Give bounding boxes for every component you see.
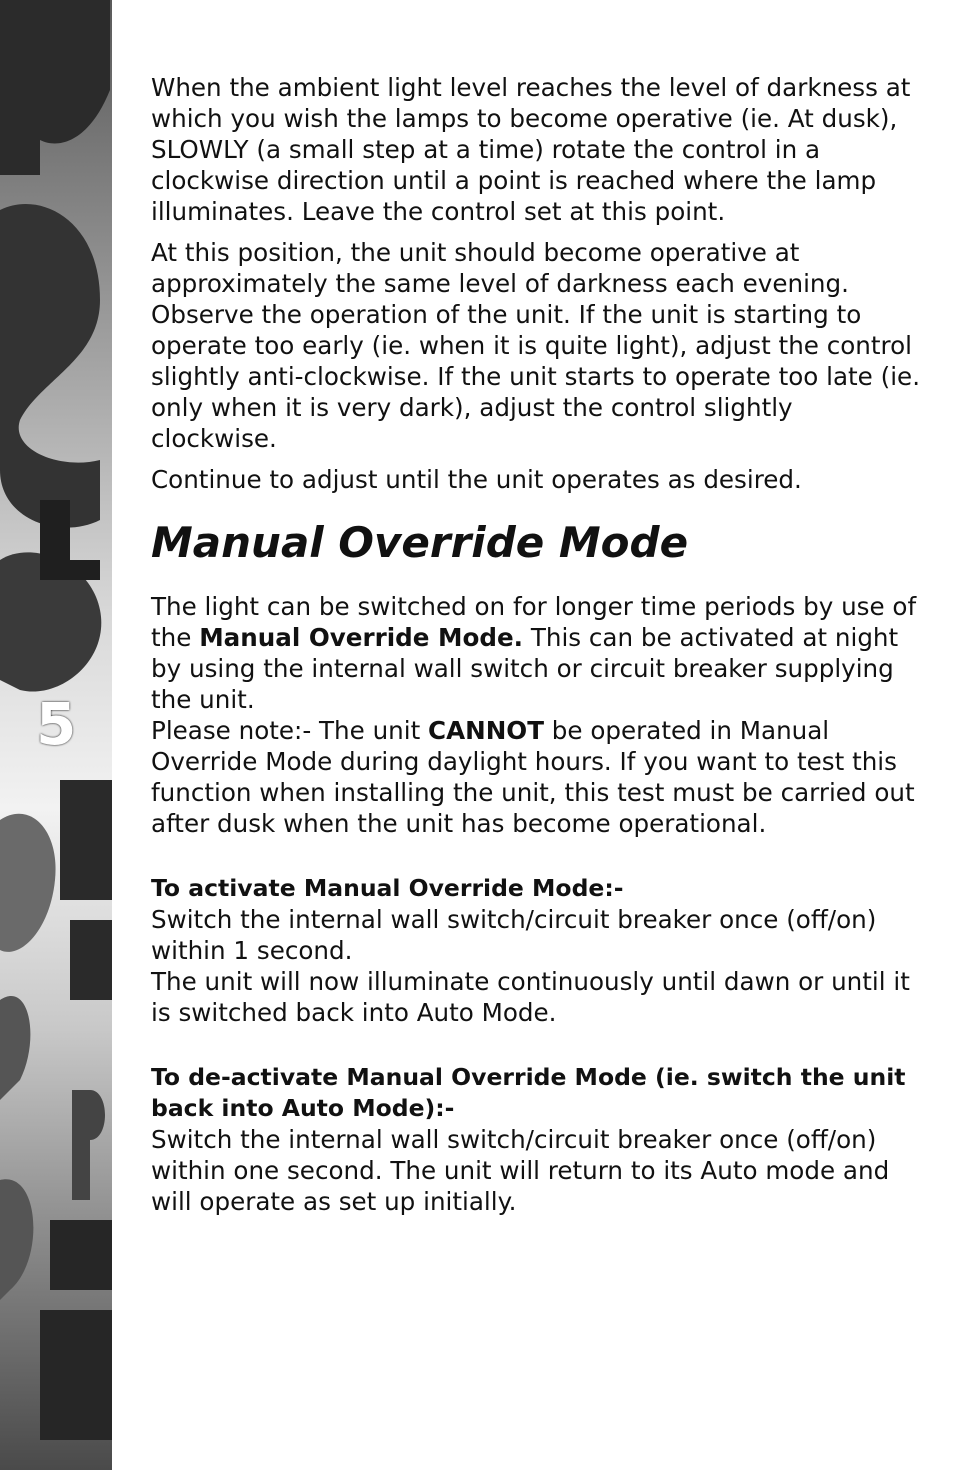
manual-override-note: [151, 715, 921, 839]
instruction-paragraph-2: At this position, the unit should become operative at approximately the same level of darkness each evening. Observe the operation of the unit. If the unit is starting to operate too early (ie. when it is quite light), adjust the control slightly anti-clockwise. If the unit starts to operate too late (ie. only when it is very dark), adjust the control slightly clockwise.: [151, 238, 921, 453]
note-text-a: Please note:- The unit: [151, 716, 429, 745]
note-text-b: be operated in Manual Override Mode during daylight hours. If you want to test this function when installing the unit, this test must be carried out after dusk when the unit has become operational.: [151, 716, 915, 838]
instruction-paragraph-1: When the ambient light level reaches the level of darkness at which you wish the lamps to become operative (ie. At dusk), SLOWLY (a small step at a time) rotate the control in a clockwise direction until a point is reached where the lamp illuminates. Leave the control set at this point.: [151, 73, 911, 226]
note-bold-text: CANNOT: [428, 716, 544, 745]
instruction-paragraph-3: Continue to adjust until the unit operates as desired.: [151, 465, 802, 494]
intro-text-b: This can be activated at night by using the internal wall switch or circuit breaker supplying the unit.: [151, 623, 899, 714]
activate-step-2: The unit will now illuminate continuously until dawn or until it is switched back into Auto Mode.: [151, 967, 910, 1027]
activate-step-1: Switch the internal wall switch/circuit breaker once (off/on) within 1 second.: [151, 905, 877, 965]
manual-override-intro: [151, 591, 921, 715]
page-number: 5: [36, 690, 77, 758]
decorative-sidebar: [0, 0, 112, 1470]
deactivate-subheading: To de-activate Manual Override Mode (ie. switch the unit back into Auto Mode):-: [151, 1063, 906, 1122]
deactivate-step: Switch the internal wall switch/circuit breaker once (off/on) within one second. The unit will return to its Auto mode and will operate as set up initially.: [151, 1125, 890, 1216]
section-heading-manual-override: Manual Override Mode: [151, 518, 689, 567]
intro-bold-text: Manual Override Mode.: [199, 623, 524, 652]
page-content: [151, 72, 921, 1217]
activate-subheading: To activate Manual Override Mode:-: [151, 874, 624, 902]
intro-text-a: The light can be switched on for longer time periods by use of the: [151, 592, 917, 652]
